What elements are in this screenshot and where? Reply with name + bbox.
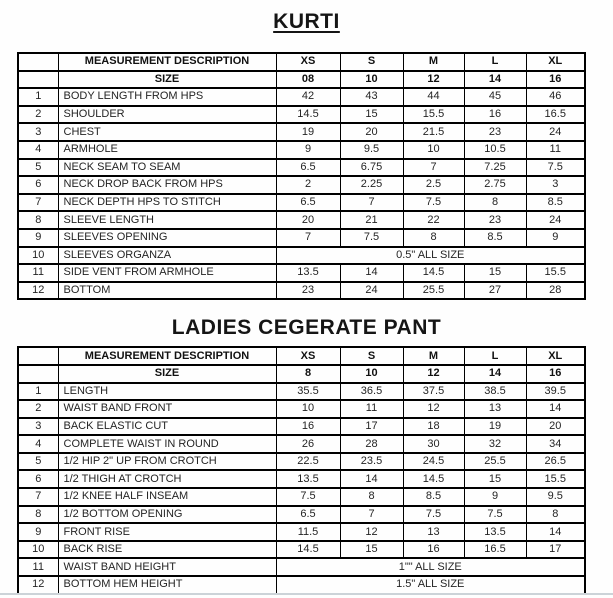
measurement-label-cell: SLEEVE LENGTH xyxy=(58,211,276,229)
value-cell-xs: 6.5 xyxy=(276,506,340,524)
value-cell-s: 20 xyxy=(340,123,403,141)
size-value-cell-l: 14 xyxy=(464,365,526,383)
size-header-cell-xs: XS xyxy=(276,347,340,365)
row-num-cell: 12 xyxy=(18,576,58,594)
value-cell-s: 9.5 xyxy=(340,141,403,159)
size-value-cell-l: 14 xyxy=(464,71,526,89)
measurement-row-5 xyxy=(18,159,585,177)
value-cell-s: 7 xyxy=(340,506,403,524)
measurement-row-3 xyxy=(18,418,585,436)
measurement-label-cell: NECK DROP BACK FROM HPS xyxy=(58,176,276,194)
value-cell-xs: 23 xyxy=(276,282,340,300)
size-value-cell-xs: 8 xyxy=(276,365,340,383)
value-cell-xs: 7.5 xyxy=(276,488,340,506)
value-cell-m: 24.5 xyxy=(403,453,464,471)
measurement-row-3 xyxy=(18,123,585,141)
value-cell-l: 19 xyxy=(464,418,526,436)
value-cell-xl: 26.5 xyxy=(526,453,585,471)
value-cell-xl: 17 xyxy=(526,541,585,559)
measurement-row-2 xyxy=(18,106,585,124)
value-cell-l: 45 xyxy=(464,88,526,106)
row-num-cell xyxy=(18,365,58,383)
pant-section xyxy=(0,316,613,594)
description-header-cell: MEASUREMENT DESCRIPTION xyxy=(58,347,276,365)
kurti-measurement-table xyxy=(17,52,586,300)
value-cell-xs: 9 xyxy=(276,141,340,159)
row-num-cell: 6 xyxy=(18,176,58,194)
value-cell-m: 2.5 xyxy=(403,176,464,194)
size-value-cell-m: 12 xyxy=(403,365,464,383)
measurement-row-7 xyxy=(18,194,585,212)
value-cell-m: 10 xyxy=(403,141,464,159)
value-cell-xs: 11.5 xyxy=(276,523,340,541)
value-cell-m: 22 xyxy=(403,211,464,229)
value-cell-xs: 13.5 xyxy=(276,264,340,282)
size-value-cell-xl: 16 xyxy=(526,365,585,383)
measurement-row-10 xyxy=(18,247,585,265)
value-cell-m: 14.5 xyxy=(403,470,464,488)
value-cell-s: 14 xyxy=(340,264,403,282)
value-cell-l: 23 xyxy=(464,211,526,229)
value-cell-xl: 15.5 xyxy=(526,470,585,488)
measurement-row-2 xyxy=(18,400,585,418)
measurement-label-cell: COMPLETE WAIST IN ROUND xyxy=(58,435,276,453)
size-row-label-cell: SIZE xyxy=(58,365,276,383)
value-cell-s: 6.75 xyxy=(340,159,403,177)
value-cell-s: 24 xyxy=(340,282,403,300)
measurement-label-cell: SLEEVES ORGANZA xyxy=(58,247,276,265)
row-num-cell: 2 xyxy=(18,400,58,418)
value-cell-s: 15 xyxy=(340,541,403,559)
value-cell-l: 16 xyxy=(464,106,526,124)
value-cell-l: 13 xyxy=(464,400,526,418)
value-cell-m: 44 xyxy=(403,88,464,106)
value-cell-m: 13 xyxy=(403,523,464,541)
value-cell-m: 12 xyxy=(403,400,464,418)
value-cell-xs: 14.5 xyxy=(276,106,340,124)
value-cell-xl: 7.5 xyxy=(526,159,585,177)
measurement-row-12 xyxy=(18,282,585,300)
value-cell-l: 32 xyxy=(464,435,526,453)
measurement-row-4 xyxy=(18,141,585,159)
value-cell-xl: 15.5 xyxy=(526,264,585,282)
value-cell-m: 7.5 xyxy=(403,194,464,212)
value-cell-m: 30 xyxy=(403,435,464,453)
value-cell-l: 7.25 xyxy=(464,159,526,177)
value-cell-xl: 8 xyxy=(526,506,585,524)
value-cell-xl: 34 xyxy=(526,435,585,453)
value-cell-s: 17 xyxy=(340,418,403,436)
row-num-cell: 6 xyxy=(18,470,58,488)
value-cell-xl: 28 xyxy=(526,282,585,300)
measurement-row-11 xyxy=(18,558,585,576)
value-cell-s: 36.5 xyxy=(340,383,403,401)
value-cell-xl: 8.5 xyxy=(526,194,585,212)
value-cell-l: 9 xyxy=(464,488,526,506)
merged-all-size-cell: 0.5" ALL SIZE xyxy=(276,247,585,265)
value-cell-xs: 42 xyxy=(276,88,340,106)
pant-measurement-table xyxy=(17,346,586,594)
value-cell-s: 7.5 xyxy=(340,229,403,247)
measurement-row-9 xyxy=(18,229,585,247)
row-num-cell: 1 xyxy=(18,383,58,401)
value-cell-m: 8.5 xyxy=(403,488,464,506)
merged-all-size-cell: 1.5" ALL SIZE xyxy=(276,576,585,594)
description-header-cell: MEASUREMENT DESCRIPTION xyxy=(58,53,276,71)
merged-all-size-cell: 1"" ALL SIZE xyxy=(276,558,585,576)
measurement-label-cell: 1/2 THIGH AT CROTCH xyxy=(58,470,276,488)
measurement-row-5 xyxy=(18,453,585,471)
value-cell-m: 7.5 xyxy=(403,506,464,524)
value-cell-xl: 3 xyxy=(526,176,585,194)
measurement-label-cell: 1/2 BOTTOM OPENING xyxy=(58,506,276,524)
row-num-cell: 5 xyxy=(18,159,58,177)
size-header-cell-s: S xyxy=(340,53,403,71)
measurement-label-cell: NECK SEAM TO SEAM xyxy=(58,159,276,177)
kurti-title: KURTI xyxy=(273,10,340,33)
value-cell-l: 10.5 xyxy=(464,141,526,159)
value-cell-l: 25.5 xyxy=(464,453,526,471)
value-cell-l: 16.5 xyxy=(464,541,526,559)
value-cell-xs: 2 xyxy=(276,176,340,194)
measurement-label-cell: SIDE VENT FROM ARMHOLE xyxy=(58,264,276,282)
row-num-cell: 9 xyxy=(18,523,58,541)
row-num-header-cell xyxy=(18,53,58,71)
size-header-cell-m: M xyxy=(403,53,464,71)
measurement-row-8 xyxy=(18,506,585,524)
size-header-cell-m: M xyxy=(403,347,464,365)
page-edge-line xyxy=(0,593,613,595)
measurement-label-cell: NECK DEPTH HPS TO STITCH xyxy=(58,194,276,212)
row-num-cell: 4 xyxy=(18,141,58,159)
value-cell-s: 7 xyxy=(340,194,403,212)
measurement-label-cell: 1/2 KNEE HALF INSEAM xyxy=(58,488,276,506)
measurement-row-10 xyxy=(18,541,585,559)
value-cell-xs: 26 xyxy=(276,435,340,453)
value-cell-xl: 16.5 xyxy=(526,106,585,124)
row-num-cell: 10 xyxy=(18,247,58,265)
value-cell-s: 8 xyxy=(340,488,403,506)
value-cell-m: 18 xyxy=(403,418,464,436)
value-cell-xs: 13.5 xyxy=(276,470,340,488)
row-num-cell xyxy=(18,71,58,89)
size-value-cell-xs: 08 xyxy=(276,71,340,89)
value-cell-xl: 9.5 xyxy=(526,488,585,506)
value-cell-xl: 39.5 xyxy=(526,383,585,401)
size-header-cell-l: L xyxy=(464,347,526,365)
value-cell-l: 13.5 xyxy=(464,523,526,541)
value-cell-m: 8 xyxy=(403,229,464,247)
value-cell-m: 15.5 xyxy=(403,106,464,124)
size-header-cell-xl: XL xyxy=(526,347,585,365)
size-header-cell-xs: XS xyxy=(276,53,340,71)
measurement-row-6 xyxy=(18,470,585,488)
value-cell-xs: 22.5 xyxy=(276,453,340,471)
row-num-cell: 3 xyxy=(18,418,58,436)
measurement-label-cell: BODY LENGTH FROM HPS xyxy=(58,88,276,106)
value-cell-xl: 24 xyxy=(526,123,585,141)
measurement-label-cell: BACK RISE xyxy=(58,541,276,559)
measurement-row-1 xyxy=(18,383,585,401)
measurement-label-cell: SLEEVES OPENING xyxy=(58,229,276,247)
value-cell-m: 21.5 xyxy=(403,123,464,141)
row-num-cell: 2 xyxy=(18,106,58,124)
value-cell-l: 8.5 xyxy=(464,229,526,247)
row-num-cell: 3 xyxy=(18,123,58,141)
value-cell-s: 12 xyxy=(340,523,403,541)
value-cell-xs: 6.5 xyxy=(276,194,340,212)
value-cell-m: 25.5 xyxy=(403,282,464,300)
value-cell-xs: 10 xyxy=(276,400,340,418)
measurement-label-cell: BACK ELASTIC CUT xyxy=(58,418,276,436)
size-row xyxy=(18,365,585,383)
value-cell-xs: 19 xyxy=(276,123,340,141)
value-cell-m: 7 xyxy=(403,159,464,177)
row-num-cell: 7 xyxy=(18,194,58,212)
measurement-label-cell: 1/2 HIP 2" UP FROM CROTCH xyxy=(58,453,276,471)
value-cell-s: 21 xyxy=(340,211,403,229)
value-cell-xl: 11 xyxy=(526,141,585,159)
row-num-cell: 5 xyxy=(18,453,58,471)
measurement-label-cell: ARMHOLE xyxy=(58,141,276,159)
value-cell-xl: 20 xyxy=(526,418,585,436)
value-cell-l: 2.75 xyxy=(464,176,526,194)
row-num-cell: 4 xyxy=(18,435,58,453)
size-row-label-cell: SIZE xyxy=(58,71,276,89)
value-cell-s: 11 xyxy=(340,400,403,418)
measurement-row-1 xyxy=(18,88,585,106)
measurement-row-6 xyxy=(18,176,585,194)
measurement-label-cell: WAIST BAND HEIGHT xyxy=(58,558,276,576)
row-num-cell: 11 xyxy=(18,558,58,576)
kurti-section xyxy=(0,10,613,300)
measurement-row-9 xyxy=(18,523,585,541)
row-num-header-cell xyxy=(18,347,58,365)
measurement-label-cell: LENGTH xyxy=(58,383,276,401)
value-cell-xs: 16 xyxy=(276,418,340,436)
pant-title: LADIES CEGERATE PANT xyxy=(171,316,442,340)
row-num-cell: 10 xyxy=(18,541,58,559)
measurement-label-cell: FRONT RISE xyxy=(58,523,276,541)
value-cell-l: 15 xyxy=(464,264,526,282)
value-cell-xs: 14.5 xyxy=(276,541,340,559)
measurement-row-4 xyxy=(18,435,585,453)
value-cell-xs: 35.5 xyxy=(276,383,340,401)
value-cell-s: 15 xyxy=(340,106,403,124)
value-cell-xl: 46 xyxy=(526,88,585,106)
value-cell-l: 7.5 xyxy=(464,506,526,524)
value-cell-l: 27 xyxy=(464,282,526,300)
size-header-cell-l: L xyxy=(464,53,526,71)
value-cell-l: 38.5 xyxy=(464,383,526,401)
size-row xyxy=(18,71,585,89)
value-cell-s: 23.5 xyxy=(340,453,403,471)
value-cell-xl: 14 xyxy=(526,523,585,541)
value-cell-m: 14.5 xyxy=(403,264,464,282)
value-cell-m: 16 xyxy=(403,541,464,559)
measurement-label-cell: CHEST xyxy=(58,123,276,141)
value-cell-xs: 6.5 xyxy=(276,159,340,177)
header-row xyxy=(18,53,585,71)
value-cell-m: 37.5 xyxy=(403,383,464,401)
size-header-cell-s: S xyxy=(340,347,403,365)
row-num-cell: 1 xyxy=(18,88,58,106)
size-header-cell-xl: XL xyxy=(526,53,585,71)
measurement-label-cell: BOTTOM HEM HEIGHT xyxy=(58,576,276,594)
size-value-cell-m: 12 xyxy=(403,71,464,89)
size-value-cell-s: 10 xyxy=(340,71,403,89)
row-num-cell: 7 xyxy=(18,488,58,506)
measurement-row-12 xyxy=(18,576,585,594)
header-row xyxy=(18,347,585,365)
value-cell-l: 23 xyxy=(464,123,526,141)
value-cell-l: 8 xyxy=(464,194,526,212)
row-num-cell: 8 xyxy=(18,211,58,229)
size-value-cell-s: 10 xyxy=(340,365,403,383)
value-cell-s: 14 xyxy=(340,470,403,488)
value-cell-l: 15 xyxy=(464,470,526,488)
measurement-row-7 xyxy=(18,488,585,506)
value-cell-xl: 24 xyxy=(526,211,585,229)
measurement-row-11 xyxy=(18,264,585,282)
measurement-label-cell: SHOULDER xyxy=(58,106,276,124)
measurement-row-8 xyxy=(18,211,585,229)
value-cell-xs: 7 xyxy=(276,229,340,247)
value-cell-xl: 9 xyxy=(526,229,585,247)
row-num-cell: 9 xyxy=(18,229,58,247)
value-cell-xs: 20 xyxy=(276,211,340,229)
row-num-cell: 8 xyxy=(18,506,58,524)
value-cell-s: 2.25 xyxy=(340,176,403,194)
row-num-cell: 11 xyxy=(18,264,58,282)
measurement-label-cell: WAIST BAND FRONT xyxy=(58,400,276,418)
size-value-cell-xl: 16 xyxy=(526,71,585,89)
value-cell-s: 28 xyxy=(340,435,403,453)
value-cell-s: 43 xyxy=(340,88,403,106)
measurement-label-cell: BOTTOM xyxy=(58,282,276,300)
row-num-cell: 12 xyxy=(18,282,58,300)
value-cell-xl: 14 xyxy=(526,400,585,418)
